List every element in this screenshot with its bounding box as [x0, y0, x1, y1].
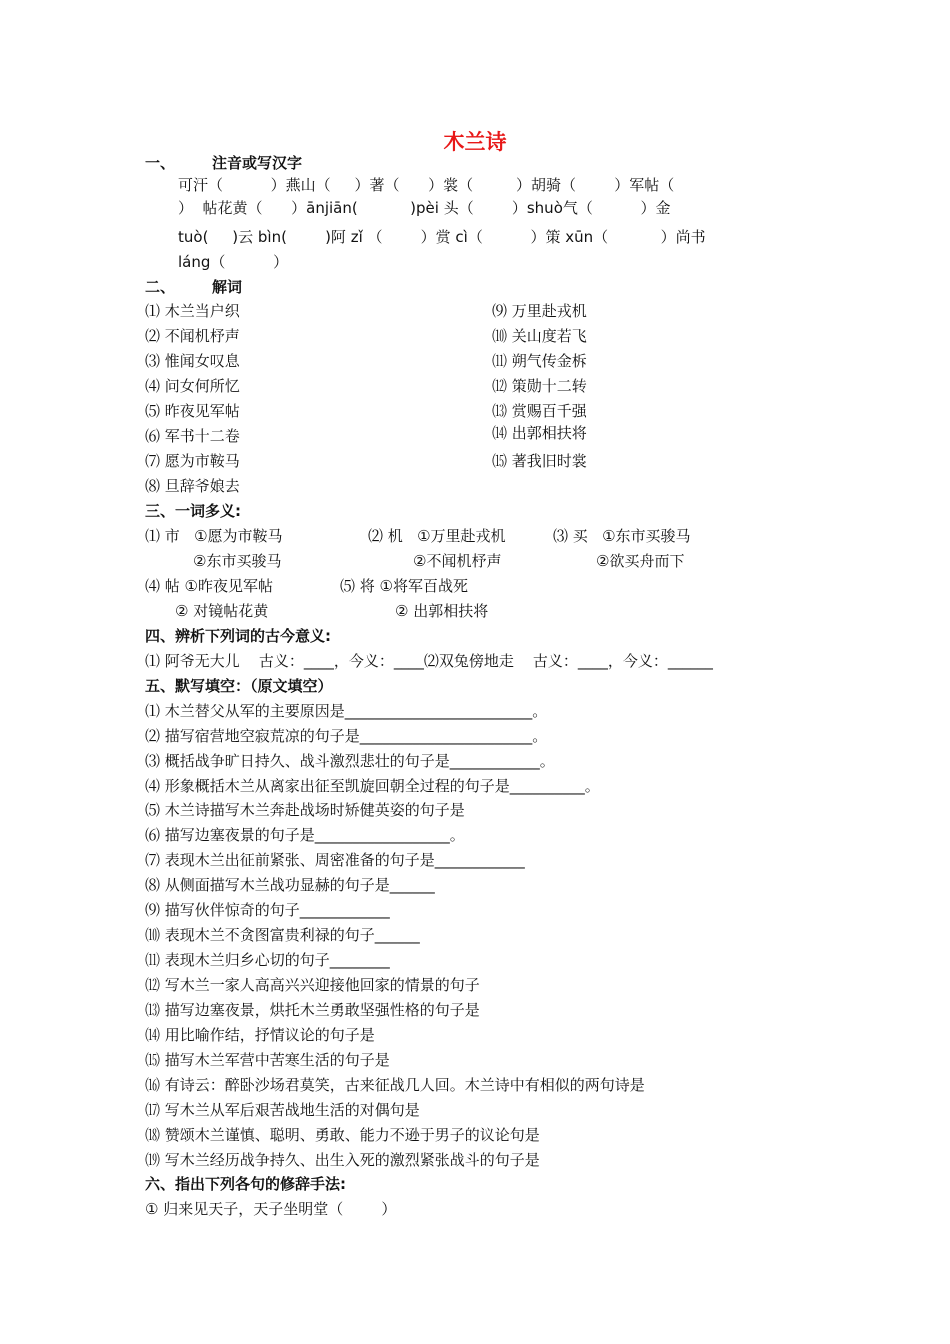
section-6-heading: 六、指出下列各句的修辞手法: [145, 1175, 346, 1193]
polysemy-item: ②欲买舟而下 [596, 552, 685, 570]
fill-item: ⑵ 描写宿营地空寂荒凉的句子是_______________________。 [145, 727, 548, 745]
polysemy-item: ②东市买骏马 [193, 552, 282, 570]
section-1-number: 一、 [145, 154, 176, 172]
section-5-heading: 五、默写填空：（原文填空） [145, 677, 333, 695]
word-item: ⑶ 惟闻女叹息 [145, 352, 240, 370]
fill-item: ⑾ 表现木兰归乡心切的句子________ [145, 951, 390, 969]
word-item: ⑸ 昨夜见军帖 [145, 402, 240, 420]
word-item: ⑺ 愿为市鞍马 [145, 452, 240, 470]
section-3-heading: 三、一词多义: [145, 502, 241, 520]
polysemy-item: ② 对镜帖花黄 [175, 602, 269, 620]
fill-item: ⑷ 形象概括木兰从离家出征至凯旋回朝全过程的句子是__________。 [145, 777, 600, 795]
polysemy-item: ② 出郭相扶将 [395, 602, 489, 620]
section-4-heading: 四、辨析下列词的古今意义: [145, 627, 331, 645]
word-item: ⑿ 策勋十二转 [492, 377, 587, 395]
fill-item: ⒀ 描写边塞夜景，烘托木兰勇敢坚强性格的句子是 [145, 1001, 480, 1019]
word-item: ⒁ 出郭相扶将 [492, 424, 587, 442]
fill-item: ⑸ 木兰诗描写木兰奔赴战场时矫健英姿的句子是 [145, 801, 465, 819]
word-item: ⑼ 万里赴戎机 [492, 302, 587, 320]
section-2-heading: 解词 [212, 278, 243, 296]
word-item: ⑽ 关山度若飞 [492, 327, 587, 345]
section-1-heading: 注音或写汉字 [212, 154, 303, 172]
fill-item: ⒁ 用比喻作结，抒情议论的句子是 [145, 1026, 375, 1044]
page-title: 木兰诗 [443, 130, 507, 154]
fill-item: ⒂ 描写木兰军营中苦寒生活的句子是 [145, 1051, 390, 1069]
fill-item: ⑿ 写木兰一家人高高兴兴迎接他回家的情景的句子 [145, 976, 480, 994]
word-item: ⑷ 问女何所忆 [145, 377, 240, 395]
fill-item: ⑻ 从侧面描写木兰战功显赫的句子是______ [145, 876, 435, 894]
fill-item: ⒅ 赞颂木兰谨慎、聪明、勇敢、能力不逊于男子的议论句是 [145, 1126, 540, 1144]
fill-item: ⑺ 表现木兰出征前紧张、周密准备的句子是____________ [145, 851, 525, 869]
word-item: ⑾ 朔气传金柝 [492, 352, 587, 370]
polysemy-item: ②不闻机杼声 [413, 552, 502, 570]
fill-item: ⑹ 描写边塞夜景的句子是__________________。 [145, 826, 465, 844]
pinyin-line-4: láng（ ） [178, 253, 289, 271]
section-2-number: 二、 [145, 278, 176, 296]
fill-item: ⒆ 写木兰经历战争持久、出生入死的激烈紧张战斗的句子是 [145, 1151, 540, 1169]
fill-item: ⑴ 木兰替父从军的主要原因是_________________________。 [145, 702, 548, 720]
fill-item: ⑶ 概括战争旷日持久、战斗激烈悲壮的句子是____________。 [145, 752, 555, 770]
pinyin-line-2: ） 帖花黄（ ）ānjiān( )pèi 头（ ）shuò气（ ）金 [178, 199, 671, 217]
rhetoric-item: ① 归来见天子，天子坐明堂（ ） [145, 1200, 397, 1218]
word-item: ⒂ 著我旧时裳 [492, 452, 587, 470]
word-item: ⑴ 木兰当户织 [145, 302, 240, 320]
fill-item: ⒄ 写木兰从军后艰苦战地生活的对偶句是 [145, 1101, 420, 1119]
fill-item: ⑼ 描写伙伴惊奇的句子____________ [145, 901, 390, 919]
word-item: ⒀ 赏赐百千强 [492, 402, 587, 420]
polysemy-item: ⑵ 机 ①万里赴戎机 [368, 527, 506, 545]
polysemy-item: ⑶ 买 ①东市买骏马 [553, 527, 691, 545]
word-item: ⑹ 军书十二卷 [145, 427, 240, 445]
polysemy-item: ⑴ 市 ①愿为市鞍马 [145, 527, 283, 545]
meaning-line: ⑴ 阿爷无大儿 古义：____，今义：____⑵双兔傍地走 古义：____，今义：______ [145, 652, 713, 670]
polysemy-item: ⑷ 帖 ①昨夜见军帖 [145, 577, 273, 595]
fill-item: ⒃ 有诗云：醉卧沙场君莫笑，古来征战几人回。木兰诗中有相似的两句诗是 [145, 1076, 645, 1094]
word-item: ⑵ 不闻机杼声 [145, 327, 240, 345]
pinyin-line-1: 可汗（ ）燕山（ ）著（ ）裳（ ）胡骑（ ）军帖（ [178, 176, 675, 194]
fill-item: ⑽ 表现木兰不贪图富贵利禄的句子______ [145, 926, 420, 944]
polysemy-item: ⑸ 将 ①将军百战死 [340, 577, 468, 595]
word-item: ⑻ 旦辞爷娘去 [145, 477, 240, 495]
pinyin-line-3: tuò( )云 bìn( )阿 zǐ （ ）赏 cì（ ）策 xūn（ ）尚书 [178, 228, 706, 246]
